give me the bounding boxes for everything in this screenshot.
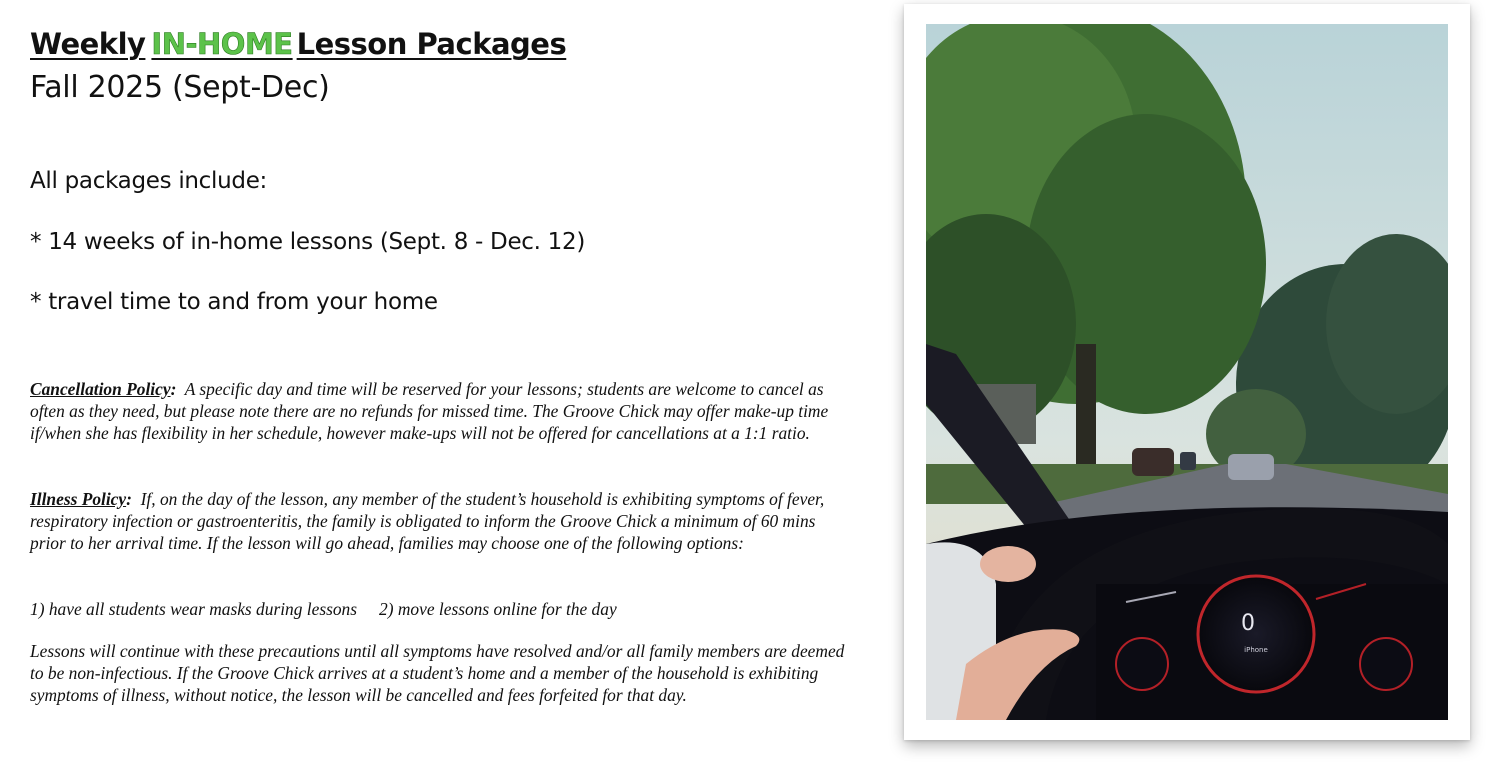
cancellation-colon: : — [170, 379, 177, 399]
title-lesson-packages: Lesson Packages — [296, 27, 567, 61]
cancellation-policy — [30, 378, 850, 444]
cancellation-policy-text: A specific day and time will be reserved for your lessons; students are welcome to cancel as often as they need, but please note there are no refunds for missed time. The Groove Chick may offer make-up time if/when she has flexibility in her schedule, however make-ups will not be offered for cancellations at a 1:1 ratio. — [30, 379, 829, 443]
title-in-home: IN-HOME — [151, 27, 293, 61]
illness-policy — [30, 488, 850, 554]
cancellation-policy-label: Cancellation Policy — [30, 379, 171, 399]
driving-photo — [926, 24, 1448, 720]
phone-label: iPhone — [1244, 646, 1268, 654]
page-title — [30, 24, 566, 64]
driving-scene-illustration — [926, 24, 1448, 720]
illness-policy-text: If, on the day of the lesson, any member of the student’s household is exhibiting symptoms of fever, respiratory infection or gastroenteritis, the family is obligated to inform the Groove Chick a minimum of 60 mins prior to her arrival time. If the lesson will go ahead, families may choose one of the following options: — [30, 489, 825, 553]
page-subtitle: Fall 2025 (Sept-Dec) — [30, 70, 330, 105]
photo-frame — [904, 4, 1470, 740]
illness-option-2: 2) move lessons online for the day — [379, 599, 617, 619]
illness-colon: : — [126, 489, 132, 509]
include-item-travel: * travel time to and from your home — [30, 289, 438, 315]
illness-policy-label: Illness Policy — [30, 489, 127, 509]
illness-continuation: Lessons will continue with these precautions until all symptoms have resolved and/or all family members are deemed to be non-infectious. If the Groove Chick arrives at a student’s home and a member of the household is exhibiting symptoms of illness, without notice, the lesson will be cancelled and fees forfeited for that day. — [30, 641, 845, 705]
include-item-weeks: * 14 weeks of in-home lessons (Sept. 8 - Dec. 12) — [30, 229, 586, 255]
includes-intro: All packages include: — [30, 168, 267, 194]
illness-options — [30, 598, 850, 620]
speedometer-value: 0 — [1241, 611, 1255, 636]
illness-option-1: 1) have all students wear masks during lessons — [30, 599, 358, 619]
title-weekly: Weekly — [30, 27, 146, 61]
